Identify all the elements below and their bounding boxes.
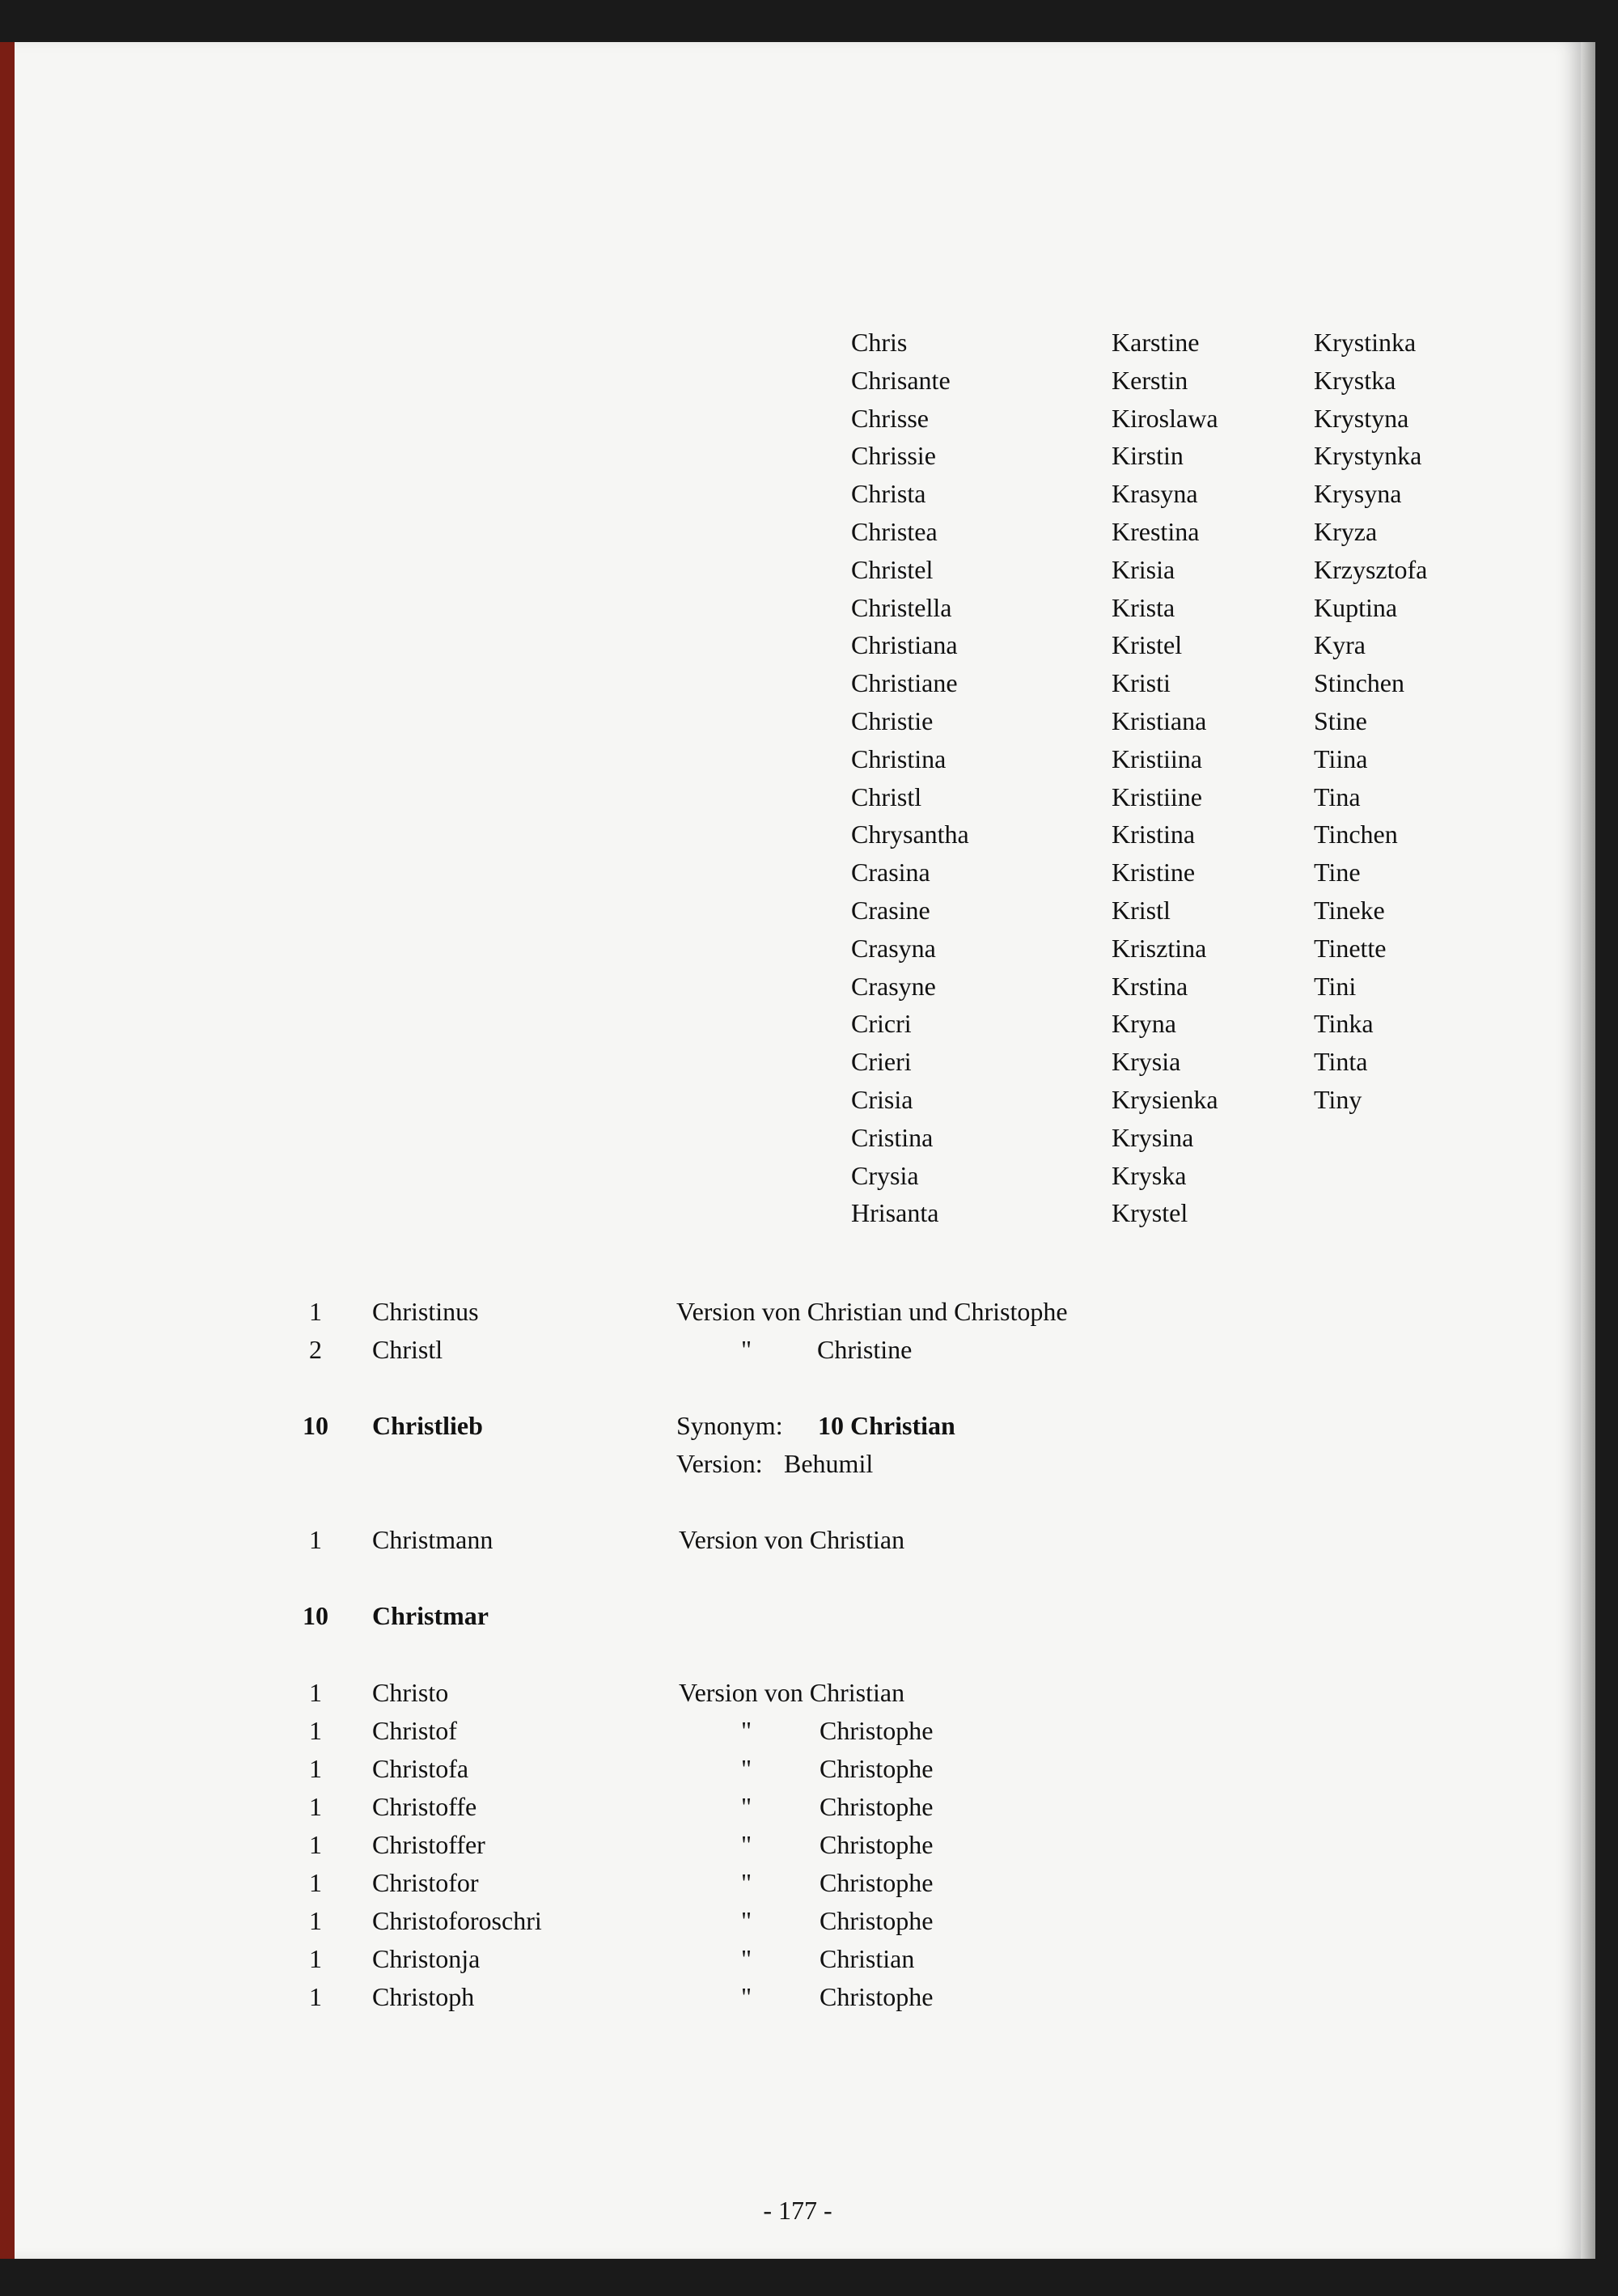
ditto-mark: " xyxy=(741,1792,752,1821)
name-list-item: Kryska xyxy=(1112,1160,1187,1190)
name-list-item: Crasyna xyxy=(851,933,936,963)
name-list-item: Cricri xyxy=(851,1009,912,1039)
entry-ref: Christophe xyxy=(820,1754,934,1783)
entry-name: Christlieb xyxy=(372,1411,483,1440)
name-list-item: Tiina xyxy=(1314,743,1368,773)
name-list-item: Krysyna xyxy=(1314,479,1402,509)
name-list-item: Krstina xyxy=(1112,971,1188,1001)
name-list-item: Stine xyxy=(1314,705,1367,735)
ditto-mark: " xyxy=(741,1944,752,1973)
name-list-item: Kristina xyxy=(1112,820,1196,849)
entry-count: 2 xyxy=(309,1335,322,1364)
name-list-item: Krisia xyxy=(1112,554,1175,584)
ditto-mark: " xyxy=(741,1716,752,1745)
name-list-item: Chrissie xyxy=(851,441,936,471)
name-list-item: Krystinka xyxy=(1314,328,1417,357)
entry-count: 1 xyxy=(309,1944,322,1973)
entry-note: Version von Christian xyxy=(679,1525,905,1554)
name-list-item: Kristine xyxy=(1112,858,1196,887)
name-list-item: Karstine xyxy=(1112,328,1200,357)
entry-count: 1 xyxy=(309,1297,322,1326)
name-list-item: Kyra xyxy=(1314,630,1366,660)
book-spine xyxy=(0,42,15,2259)
page-number: - 177 - xyxy=(763,2196,832,2225)
entry-ref: Christophe xyxy=(820,1906,934,1935)
name-list-item: Krystyna xyxy=(1314,403,1409,433)
name-list-item: Tiny xyxy=(1314,1084,1362,1114)
name-list-item: Krisztina xyxy=(1112,933,1207,963)
ditto-mark: " xyxy=(741,1906,752,1935)
entry-count: 1 xyxy=(309,1830,322,1859)
name-list-item: Christl xyxy=(851,782,922,811)
entry-name: Christofor xyxy=(372,1868,479,1897)
entry-count: 1 xyxy=(309,1792,322,1821)
name-list-item: Kirstin xyxy=(1112,441,1184,471)
entry-name: Christoffer xyxy=(372,1830,485,1859)
name-list-item: Chrysantha xyxy=(851,820,969,849)
name-list-item: Cristina xyxy=(851,1122,934,1152)
entry-note: Version von Christian und Christophe xyxy=(676,1297,1068,1326)
name-list-item: Christea xyxy=(851,516,938,546)
name-list-item: Crysia xyxy=(851,1160,919,1190)
entry-name: Christonja xyxy=(372,1944,481,1973)
entry-name: Christo xyxy=(372,1678,449,1707)
name-column-2 xyxy=(1112,324,1218,1232)
entry-ref: Christophe xyxy=(820,1716,934,1745)
entry-ref: Christophe xyxy=(820,1982,934,2011)
entry-count: 1 xyxy=(309,1716,322,1745)
entry-name: Christoforoschri xyxy=(372,1906,542,1935)
name-list-item: Crasyne xyxy=(851,971,936,1001)
version-label: Version: xyxy=(676,1449,763,1478)
name-list-item: Kristiana xyxy=(1112,705,1207,735)
name-list-item: Krystka xyxy=(1314,365,1396,395)
entry-name: Christoph xyxy=(372,1982,475,2011)
ditto-mark: " xyxy=(741,1982,752,2011)
name-list-item: Krestina xyxy=(1112,516,1200,546)
name-list-item: Tinta xyxy=(1314,1047,1368,1077)
entry-count: 1 xyxy=(309,1678,322,1707)
name-list-item: Tineke xyxy=(1314,895,1385,925)
entry-note: Version von Christian xyxy=(679,1678,905,1707)
name-list-item: Christiana xyxy=(851,630,958,660)
name-column-1 xyxy=(851,324,969,1232)
name-list-item: Tinchen xyxy=(1314,820,1398,849)
name-list-item: Crisia xyxy=(851,1084,913,1114)
entry-count: 1 xyxy=(309,1525,322,1554)
entry-name: Christinus xyxy=(372,1297,479,1326)
name-list-item: Kristiina xyxy=(1112,743,1202,773)
version-ref: Behumil xyxy=(784,1449,874,1478)
name-list-item: Krzysztofa xyxy=(1314,554,1428,584)
name-list-item: Christina xyxy=(851,743,947,773)
entry-name: Christoffe xyxy=(372,1792,477,1821)
entry-name: Christofa xyxy=(372,1754,469,1783)
name-list-item: Crasina xyxy=(851,858,930,887)
synonym-label: Synonym: xyxy=(676,1411,783,1440)
name-list-item: Crieri xyxy=(851,1047,912,1077)
entry-count: 10 xyxy=(303,1411,328,1440)
name-list-item: Kuptina xyxy=(1314,592,1398,622)
name-list-item: Hrisanta xyxy=(851,1198,939,1228)
name-list-item: Krista xyxy=(1112,592,1175,622)
ditto-mark: " xyxy=(741,1830,752,1859)
page-edge xyxy=(1581,42,1595,2259)
name-list-item: Tine xyxy=(1314,858,1361,887)
entry-ref: Christine xyxy=(817,1335,913,1364)
ditto-mark: " xyxy=(741,1868,752,1897)
name-column-3 xyxy=(1314,324,1427,1119)
name-list-item: Tini xyxy=(1314,971,1357,1001)
entry-ref: Christophe xyxy=(820,1830,934,1859)
name-list-item: Krasyna xyxy=(1112,479,1198,509)
name-list-item: Christiane xyxy=(851,668,958,698)
entry-ref: Christophe xyxy=(820,1868,934,1897)
name-list-item: Kerstin xyxy=(1112,365,1188,395)
entry-count: 1 xyxy=(309,1906,322,1935)
name-list-item: Kristiine xyxy=(1112,782,1202,811)
name-list-item: Tinka xyxy=(1314,1009,1374,1039)
name-list-item: Krystynka xyxy=(1314,441,1422,471)
name-list-item: Krystel xyxy=(1112,1198,1188,1228)
name-list-item: Chrisante xyxy=(851,365,951,395)
entry-ref: Christophe xyxy=(820,1792,934,1821)
name-list-item: Tina xyxy=(1314,782,1361,811)
entry-count: 1 xyxy=(309,1754,322,1783)
name-list-item: Chris xyxy=(851,328,908,357)
name-list-item: Stinchen xyxy=(1314,668,1404,698)
name-list-item: Kristl xyxy=(1112,895,1171,925)
name-list-item: Kristel xyxy=(1112,630,1183,660)
entry-name: Christmar xyxy=(372,1601,489,1630)
entry-ref: Christian xyxy=(820,1944,915,1973)
entry-name: Christof xyxy=(372,1716,457,1745)
entry-name: Christl xyxy=(372,1335,443,1364)
name-list-item: Kryna xyxy=(1112,1009,1176,1039)
name-list-item: Christie xyxy=(851,705,934,735)
entry-count: 10 xyxy=(303,1601,328,1630)
name-list-item: Krysia xyxy=(1112,1047,1181,1077)
name-list-item: Christa xyxy=(851,479,926,509)
name-list-item: Kristi xyxy=(1112,668,1171,698)
name-list-item: Chrisse xyxy=(851,403,929,433)
entry-count: 1 xyxy=(309,1868,322,1897)
entry-name: Christmann xyxy=(372,1525,493,1554)
name-list-item: Krysina xyxy=(1112,1122,1194,1152)
name-list-item: Christel xyxy=(851,554,934,584)
name-list-item: Krysienka xyxy=(1112,1084,1218,1114)
name-list-item: Kiroslawa xyxy=(1112,403,1218,433)
entry-count: 1 xyxy=(309,1982,322,2011)
ditto-mark: " xyxy=(741,1335,752,1364)
name-list-item: Christella xyxy=(851,592,952,622)
name-list-item: Kryza xyxy=(1314,516,1378,546)
ditto-mark: " xyxy=(741,1754,752,1783)
name-list-item: Crasine xyxy=(851,895,930,925)
synonym-ref: 10 Christian xyxy=(818,1411,955,1440)
document-page xyxy=(15,42,1581,2259)
name-list-item: Tinette xyxy=(1314,933,1387,963)
